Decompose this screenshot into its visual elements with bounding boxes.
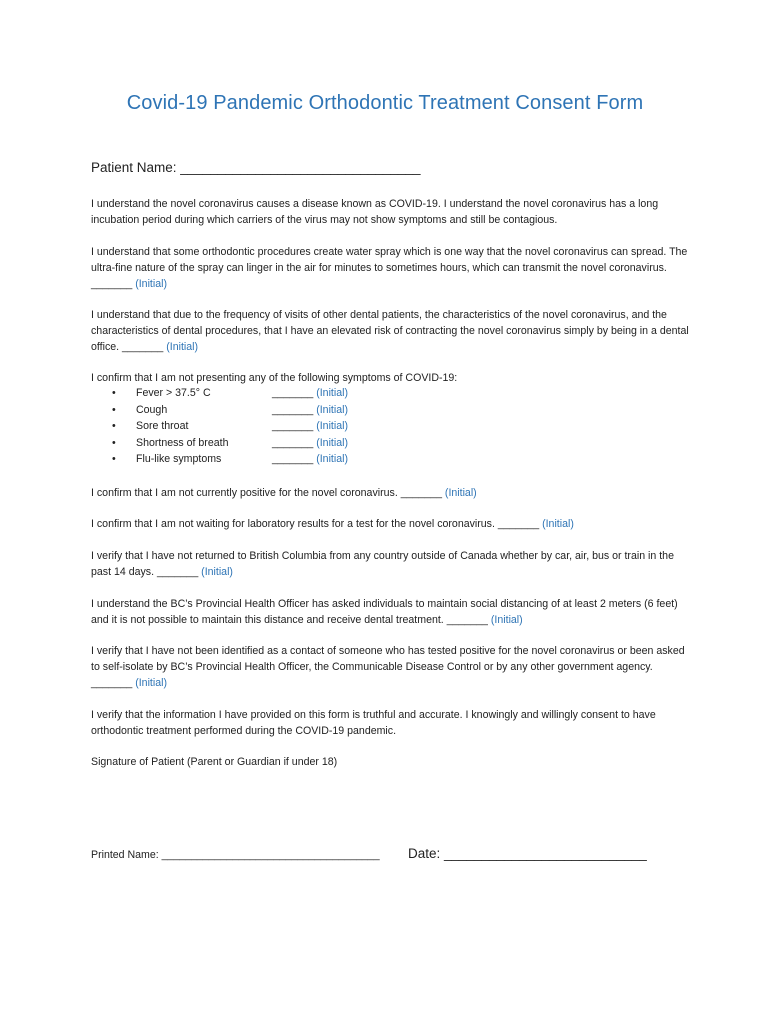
paragraph-water-spray: [91, 244, 691, 292]
initial-label: (Initial): [135, 278, 167, 290]
paragraph-text: I understand the novel coronavirus causes a disease known as COVID-19. I understand the novel coronavirus has a long incubation period during which carriers of the virus may not show symptoms and still be contagious.: [91, 198, 659, 226]
symptom-label: Fever > 37.5° C: [136, 387, 211, 399]
date-blank[interactable]: ___________________________: [444, 846, 647, 861]
initial-label: (Initial): [166, 341, 199, 353]
printed-name-field: [91, 849, 380, 861]
initial-blank[interactable]: _______: [156, 566, 199, 578]
initial-blank[interactable]: _______: [272, 436, 314, 449]
symptom-list: [91, 387, 511, 470]
paragraph-not-positive: [91, 485, 691, 501]
paragraph-text: I verify that I have not returned to British Columbia from any country outside of Canada whether by car, air, bus or train in the past 14 days.: [91, 550, 674, 578]
paragraph-incubation: [91, 196, 691, 228]
initial-blank[interactable]: _______: [400, 487, 442, 499]
paragraph-elevated-risk: [91, 307, 691, 355]
list-item: [91, 387, 511, 404]
patient-name-blank[interactable]: ________________________________: [180, 160, 421, 175]
paragraph-social-distancing: [91, 596, 691, 628]
symptom-label: Flu-like symptoms: [136, 453, 222, 466]
list-item: [91, 420, 511, 437]
paragraph-symptoms-intro: I confirm that I am not presenting any of the following symptoms of COVID-19:: [91, 372, 458, 384]
initial-label: (Initial): [316, 403, 348, 416]
symptom-label: Cough: [136, 403, 168, 416]
initial-blank[interactable]: _______: [446, 614, 488, 626]
initial-label: (Initial): [444, 487, 477, 499]
form-title: Covid-19 Pandemic Orthodontic Treatment Consent Form: [126, 92, 644, 114]
list-item: [91, 453, 511, 470]
initial-blank[interactable]: _______: [272, 453, 314, 466]
initial-blank[interactable]: _______: [497, 518, 540, 530]
initial-blank[interactable]: _______: [272, 403, 314, 416]
date-label: Date:: [408, 846, 445, 861]
symptom-label: Sore throat: [136, 420, 189, 433]
bullet-icon: •: [112, 420, 116, 433]
initial-label: (Initial): [316, 420, 348, 433]
printed-name-blank[interactable]: _____________________________________: [161, 849, 380, 861]
signature-label: Signature of Patient (Parent or Guardian if under 18): [91, 756, 338, 768]
paragraph-text: I understand that some orthodontic procedures create water spray which is one way that the novel coronavirus can spread. The ultra-fine nature of the spray can linger in the air for minutes to sometimes hours, which can transmit the novel coronavirus.: [91, 246, 688, 274]
paragraph-contact: [91, 643, 691, 691]
paragraph-consent: I verify that the information I have provided on this form is truthful and accurate. I knowingly and willingly consent to have orthodontic treatment performed during the COVID-19 pandemic.: [91, 709, 656, 737]
list-item: [91, 404, 511, 421]
initial-label: (Initial): [201, 566, 233, 578]
paragraph-text: I understand that due to the frequency of visits of other dental patients, the characteristics of the novel coronavirus, and the characteristics of dental procedures, that I have an elevated risk of contracting the novel coronavirus simply by being in a dental office.: [91, 309, 689, 353]
bullet-icon: •: [112, 403, 116, 416]
paragraph-text: I verify that I have not been identified as a contact of someone who has tested positive for the novel coronavirus or been asked to self-isolate by BC’s Provincial Health Officer, the Communicable Disease Control or by any other government agency.: [91, 645, 685, 673]
paragraph-no-pending-test: [91, 516, 691, 532]
bullet-icon: •: [112, 436, 116, 449]
paragraph-no-travel: [91, 548, 691, 580]
initial-label: (Initial): [316, 436, 348, 449]
initial-blank[interactable]: _______: [122, 341, 164, 353]
paragraph-text: I confirm that I am not currently positive for the novel coronavirus.: [91, 487, 398, 499]
initial-label: (Initial): [316, 387, 348, 399]
initial-label: (Initial): [490, 614, 523, 626]
printed-name-label: Printed Name:: [91, 849, 162, 861]
patient-name-field: [91, 160, 421, 175]
paragraph-text: I confirm that I am not waiting for laboratory results for a test for the novel coronavirus.: [91, 518, 495, 530]
bullet-icon: •: [112, 387, 116, 399]
patient-name-label: Patient Name:: [91, 160, 181, 175]
bullet-icon: •: [112, 453, 116, 466]
initial-label: (Initial): [542, 518, 574, 530]
initial-blank[interactable]: _______: [91, 677, 133, 689]
paragraph-text: I understand the BC’s Provincial Health Officer has asked individuals to maintain social distancing of at least 2 meters (6 feet) and it is not possible to maintain this distance and receive dental treatment.: [91, 598, 678, 626]
symptom-label: Shortness of breath: [136, 436, 229, 449]
initial-blank[interactable]: _______: [91, 278, 133, 290]
date-field: [408, 846, 647, 861]
list-item: [91, 437, 511, 454]
initial-blank[interactable]: _______: [272, 387, 314, 399]
initial-blank[interactable]: _______: [272, 420, 314, 433]
initial-label: (Initial): [135, 677, 167, 689]
initial-label: (Initial): [316, 453, 348, 466]
